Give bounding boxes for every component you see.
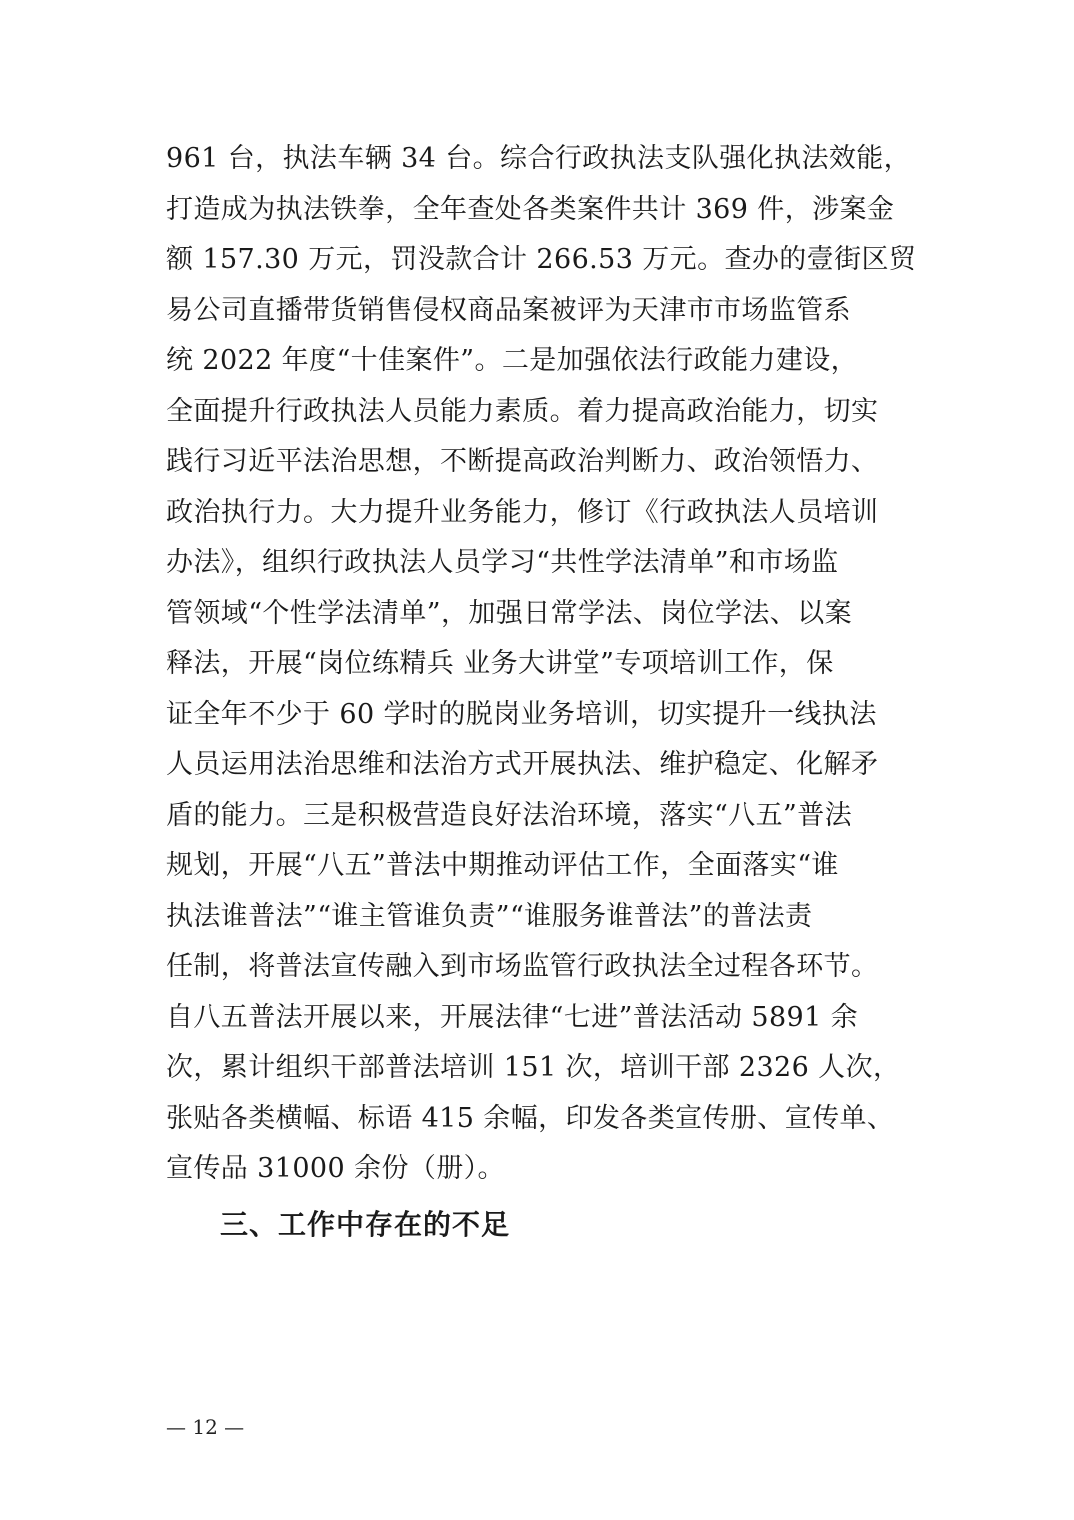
paragraph-line: 管领域“个性学法清单”，加强日常学法、岗位学法、以案: [166, 597, 853, 629]
paragraph-line: 易公司直播带货销售侵权商品案被评为天津市市场监管系: [166, 294, 851, 326]
page-number: — 12 —: [166, 1415, 245, 1439]
paragraph-line: 规划，开展“八五”普法中期推动评估工作，全面落实“谁: [166, 850, 839, 881]
paragraph-line: 打造成为执法铁拳，全年查处各类案件共计 369 件，涉案金: [166, 193, 895, 225]
paragraph-line: 宣传品 31000 余份（册）。: [166, 1153, 505, 1184]
paragraph-line: 次，累计组织干部普法培训 151 次，培训干部 2326 人次，: [166, 1052, 901, 1083]
paragraph-line: 961 台，执法车辆 34 台。综合行政执法支队强化执法效能，: [166, 143, 912, 174]
paragraph-line: 盾的能力。三是积极营造良好法治环境，落实“八五”普法: [166, 799, 853, 831]
paragraph-line: 践行习近平法治思想，不断提高政治判断力、政治领悟力、: [166, 446, 879, 477]
paragraph-line: 任制，将普法宣传融入到市场监管行政执法全过程各环节。: [166, 951, 879, 982]
paragraph-line: 执法谁普法”“谁主管谁负责”“谁服务谁普法”的普法责: [166, 900, 813, 932]
paragraph-line: 释法，开展“岗位练精兵 业务大讲堂”专项培训工作，保: [166, 648, 834, 679]
paragraph-line: 统 2022 年度“十佳案件”。二是加强依法行政能力建设，: [166, 345, 859, 376]
paragraph-line: 自八五普法开展以来，开展法律“七进”普法活动 5891 余: [166, 1001, 859, 1033]
paragraph-line: 张贴各类横幅、标语 415 余幅，印发各类宣传册、宣传单、: [166, 1102, 895, 1134]
paragraph-line: 办法》，组织行政执法人员学习“共性学法清单”和市场监: [166, 547, 839, 578]
paragraph-line: 政治执行力。大力提升业务能力，修订《行政执法人员培训: [166, 496, 879, 528]
paragraph-line: 全面提升行政执法人员能力素质。着力提高政治能力，切实: [166, 395, 879, 427]
body-paragraph: [166, 134, 916, 1195]
section-heading: 三、工作中存在的不足: [220, 1208, 511, 1241]
paragraph-line: 人员运用法治思维和法治方式开展执法、维护稳定、化解矛: [166, 749, 879, 780]
paragraph-line: 证全年不少于 60 学时的脱岗业务培训，切实提升一线执法: [166, 698, 877, 730]
paragraph-line: 额 157.30 万元，罚没款合计 266.53 万元。查办的壹街区贸: [166, 244, 917, 275]
